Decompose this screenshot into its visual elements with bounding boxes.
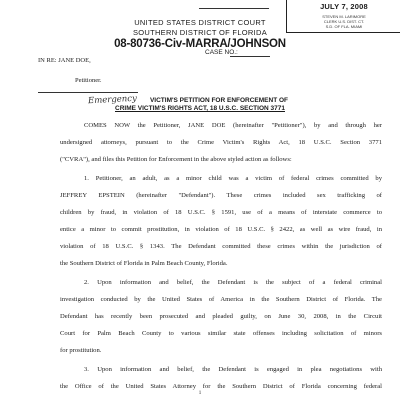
body-text-line: the Southern District of Florida in Palm Beach County, Florida. (60, 260, 228, 267)
filing-date: JULY 7, 2008 (320, 2, 368, 11)
body-text-line: Court for Palm Beach County to various similar state offenses including solicitation of minors (60, 330, 382, 337)
caption-divider (38, 92, 138, 93)
petition-title: VICTIM'S PETITION FOR ENFORCEMENT OF (149, 97, 289, 104)
case-no-label: CASE NO.: (205, 49, 238, 56)
clerk-line: CLERK U.S. DIST. CT. (323, 19, 365, 24)
body-text-line: children by fraud, in violation of 18 U.S.C. § 1591, use of a means of interstate commerce to (60, 209, 382, 216)
petition-subtitle: CRIME VICTIM'S RIGHTS ACT, 18 U.S.C. SECTION 3771 (115, 105, 285, 112)
case-number: 08-80736-Civ-MARRA/JOHNSON (114, 38, 286, 50)
court-district: SOUTHERN DISTRICT OF FLORIDA (132, 28, 268, 37)
case-number-line (230, 56, 270, 57)
in-re-caption: IN RE: JANE DOE, (38, 57, 91, 64)
emergency-annotation: Emergency (87, 93, 138, 107)
body-text-line: undersigned attorneys, pursuant to the Crime Victim's Rights Act, 18 U.S.C. Section 3771 (60, 139, 382, 146)
body-text-line: the Office of the United States Attorney for the Southern District of Florida concerning federal (60, 383, 382, 390)
body-text-line: for prostitution. (60, 347, 102, 354)
body-text-line: ("CVRA"), and files this Petition for Enforcement in the above styled action as follows: (60, 156, 292, 163)
body-text-line: JEFFREY EPSTEIN (hereinafter "Defendant"). These crimes included sex trafficking of (60, 192, 382, 199)
torn-stamp-edge (199, 0, 271, 9)
body-text-line: entice a minor to commit prostitution, in violation of 18 U.S.C. § 2422, as well as wire fraud, in (60, 226, 382, 233)
body-text-line: COMES NOW the Petitioner, JANE DOE (hereinafter "Petitioner"), by and through her (84, 122, 382, 129)
petitioner-label: Petitioner. (75, 77, 102, 84)
court-name: UNITED STATES DISTRICT COURT (134, 18, 266, 27)
page-number: 1 (198, 391, 202, 396)
body-text-line: Defendant has recently been prosecuted and pleaded guilty, on June 30, 2008, in the Circuit (60, 313, 382, 320)
body-text-line: 3. Upon information and belief, the Defendant is engaged in plea negotiations with (84, 366, 382, 373)
body-text-line: investigation conducted by the United States of America in the Southern District of Florida. The (60, 296, 382, 303)
clerk-line: S.D. OF FLA. MIAMI (325, 24, 363, 29)
body-text-line: 2. Upon information and belief, the Defendant is the subject of a federal criminal (84, 279, 382, 286)
body-text-line: 1. Petitioner, an adult, as a minor child was a victim of federal crimes committed by (84, 175, 382, 182)
clerk-line: STEVEN M. LARIMORE (322, 14, 366, 19)
body-text-line: violation of 18 U.S.C. § 1343. The Defendant committed these crimes within the jurisdiction of (60, 243, 382, 250)
